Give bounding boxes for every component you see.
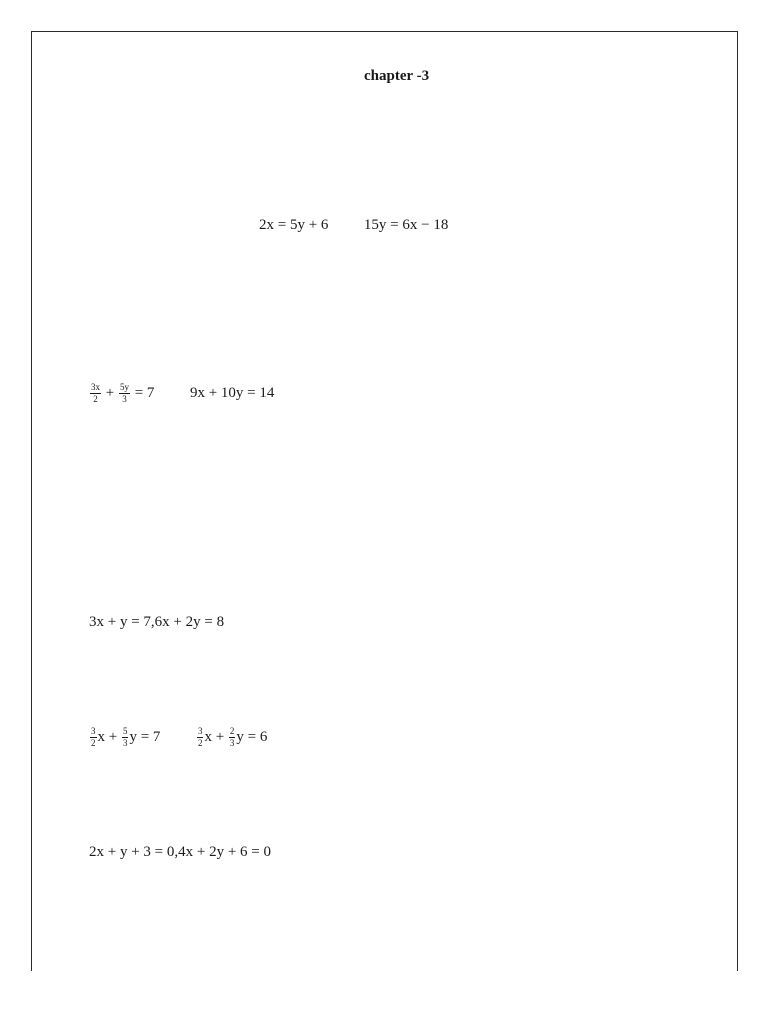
fraction-2-over-3 [229, 727, 236, 748]
fraction-denominator: 2 [93, 394, 98, 404]
page-title: chapter -3 [364, 68, 430, 84]
fraction-denominator: 3 [122, 394, 127, 404]
equation-5 [89, 843, 271, 861]
fraction-numerator: 5 [122, 726, 128, 736]
variable-x: x + [204, 728, 225, 745]
fraction-numerator: 3 [197, 726, 203, 736]
fraction-numerator: 3 [91, 726, 96, 736]
fraction-denominator: 2 [197, 738, 203, 748]
equation-2 [89, 383, 274, 404]
equation-3-text: 3x + y = 7,6x + 2y = 8 [89, 614, 225, 630]
equation-1a: 2x = 5y + 6 [259, 217, 329, 233]
page-border [31, 31, 738, 971]
fraction-numerator: 5y [119, 382, 129, 392]
equation-2b: 9x + 10y = 14 [189, 384, 275, 401]
fraction-numerator: 3x [91, 382, 100, 392]
plus-sign: + [105, 384, 115, 401]
fraction-denominator: 3 [122, 738, 128, 748]
fraction-denominator: 3 [229, 738, 235, 748]
fraction-3-over-2 [90, 727, 97, 748]
fraction-3x-over-2 [90, 383, 101, 404]
variable-x: x + [97, 728, 118, 745]
equation-2a-rest: = 7 [134, 384, 155, 401]
fraction-3-over-2 [197, 727, 204, 748]
fraction-5-over-3 [122, 727, 129, 748]
equation-4 [89, 727, 267, 748]
equation-4a-rest: y = 7 [129, 728, 161, 745]
equation-3 [89, 613, 224, 631]
equation-4b-rest: y = 6 [236, 728, 268, 745]
equation-5-text: 2x + y + 3 = 0,4x + 2y + 6 = 0 [89, 844, 272, 860]
fraction-denominator: 2 [91, 738, 96, 748]
equation-1 [259, 216, 448, 234]
fraction-numerator: 2 [229, 726, 235, 736]
fraction-5y-over-3 [119, 383, 130, 404]
equation-1b: 15y = 6x − 18 [363, 217, 449, 233]
